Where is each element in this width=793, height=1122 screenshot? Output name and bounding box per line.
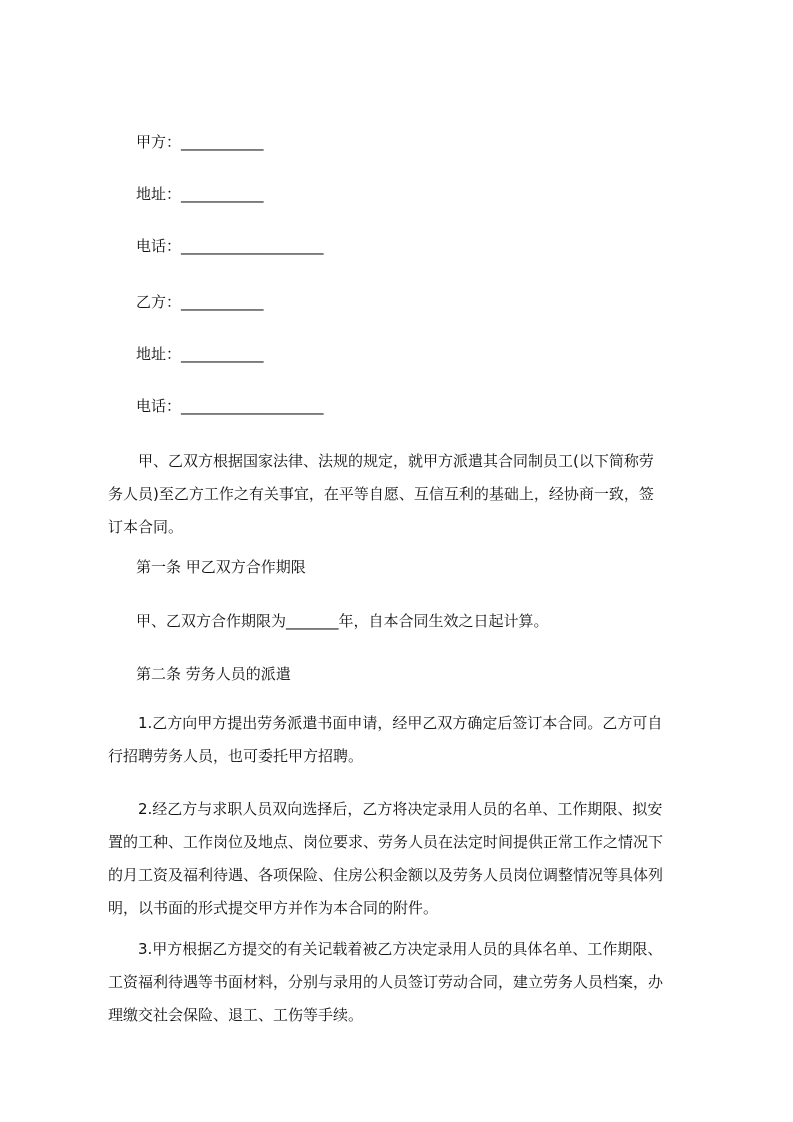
item2-line-3: 的月工资及福利待遇、各项保险、住房公积金额以及劳务人员岗位调整情况等具体列 bbox=[108, 866, 664, 884]
item3-line-1: 3.甲方根据乙方提交的有关记载着被乙方决定录用人员的具体名单、工作期限、 bbox=[138, 940, 663, 958]
article2-heading: 第二条 劳务人员的派遣 bbox=[136, 665, 291, 683]
item2-paragraph-cont bbox=[108, 826, 663, 925]
party-a-phone-line: 电话：___________________ bbox=[136, 237, 324, 255]
item2-line-2: 置的工种、工作岗位及地点、岗位要求、劳务人员在法定时间提供正常工作之情况下 bbox=[108, 833, 664, 851]
intro-paragraph-cont bbox=[108, 478, 654, 544]
item2-line-1: 2.经乙方与求职人员双向选择后，乙方将决定录用人员的名单、工作期限、拟安 bbox=[138, 800, 663, 818]
party-b-name-line: 乙方：___________ bbox=[136, 293, 264, 311]
article1-heading: 第一条 甲乙双方合作期限 bbox=[136, 558, 306, 576]
party-b-phone-line: 电话：___________________ bbox=[136, 397, 324, 415]
item1-line-1: 1.乙方向甲方提出劳务派遣书面申请，经甲乙双方确定后签订本合同。乙方可自 bbox=[138, 714, 663, 732]
article1-body: 甲、乙双方合作期限为_______年，自本合同生效之日起计算。 bbox=[136, 612, 549, 630]
item2-line-4: 明，以书面的形式提交甲方并作为本合同的附件。 bbox=[108, 899, 439, 917]
intro-line-3: 订本合同。 bbox=[108, 518, 184, 536]
item3-line-2: 工资福利待遇等书面材料，分别与录用的人员签订劳动合同，建立劳务人员档案，办 bbox=[108, 973, 664, 991]
party-a-address-line: 地址：___________ bbox=[136, 185, 264, 203]
intro-line-1: 甲、乙双方根据国家法律、法规的规定，就甲方派遣其合同制员工(以下简称劳 bbox=[138, 452, 654, 470]
intro-line-2: 务人员)至乙方工作之有关事宜，在平等自愿、互信互利的基础上，经协商一致，签 bbox=[108, 485, 654, 503]
item3-paragraph-cont bbox=[108, 966, 663, 1032]
item1-line-2: 行招聘劳务人员，也可委托甲方招聘。 bbox=[108, 747, 364, 765]
item3-line-3: 理缴交社会保险、退工、工伤等手续。 bbox=[108, 1006, 364, 1024]
party-a-name-line: 甲方：___________ bbox=[136, 133, 264, 151]
party-b-address-line: 地址：___________ bbox=[136, 345, 264, 363]
